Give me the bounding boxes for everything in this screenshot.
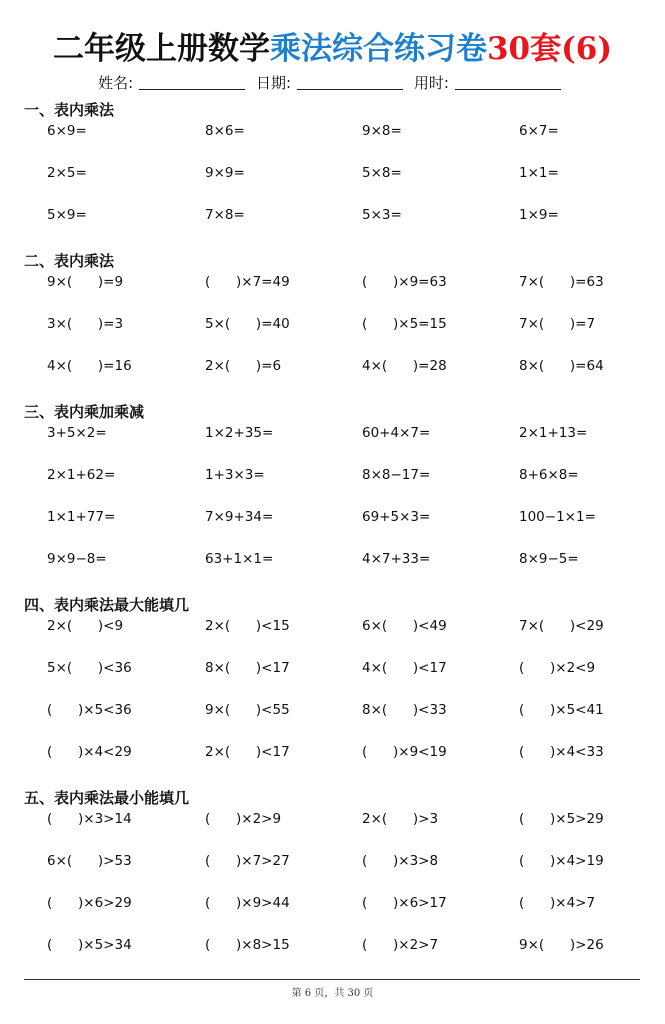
problem-item[interactable]: ( )×5=15 [362, 316, 447, 332]
problem-item[interactable]: ( )×2>9 [205, 811, 282, 827]
problem-row [24, 508, 596, 550]
problem-item[interactable]: ( )×3>14 [47, 811, 132, 827]
problem-row [24, 122, 559, 164]
problem-item[interactable]: 6×7= [519, 123, 559, 139]
problem-item[interactable]: 4×( )<17 [362, 660, 447, 676]
problem-item[interactable]: 6×( )>53 [47, 853, 132, 869]
problem-item[interactable]: 7×( )<29 [519, 618, 604, 634]
section-title: 一、表内乘法 [24, 101, 115, 119]
problem-item[interactable]: 9×( )<55 [205, 702, 290, 718]
section-title: 三、表内乘加乘减 [24, 403, 145, 421]
problem-item[interactable]: 8+6×8= [519, 467, 579, 483]
problem-item[interactable]: 7×( )=7 [519, 316, 596, 332]
date-label: 日期: [255, 74, 292, 92]
problem-item[interactable]: 5×( )<36 [47, 660, 132, 676]
student-info-line [0, 73, 665, 93]
problem-item[interactable]: 2×1+13= [519, 425, 588, 441]
problem-item[interactable]: ( )×4<29 [47, 744, 132, 760]
section-1 [24, 100, 559, 248]
problem-row [24, 164, 559, 206]
time-blank[interactable] [455, 74, 561, 90]
problem-item[interactable]: 1×9= [519, 207, 559, 223]
problem-item[interactable]: 8×6= [205, 123, 245, 139]
problem-item[interactable]: 7×( )=63 [519, 274, 604, 290]
problem-item[interactable]: ( )×7=49 [205, 274, 290, 290]
name-blank[interactable] [139, 74, 245, 90]
section-2 [24, 251, 604, 399]
problem-row [24, 743, 604, 785]
worksheet-title [0, 30, 665, 68]
problem-item[interactable]: 8×9−5= [519, 551, 579, 567]
problem-row [24, 810, 604, 852]
problem-item[interactable]: 7×9+34= [205, 509, 274, 525]
problem-item[interactable]: 5×8= [362, 165, 402, 181]
problem-item[interactable]: 1×2+35= [205, 425, 274, 441]
problem-item[interactable]: 7×8= [205, 207, 245, 223]
problem-item[interactable]: 2×( )>3 [362, 811, 439, 827]
problem-item[interactable]: 9×( )>26 [519, 937, 604, 953]
problem-item[interactable]: ( )×5>29 [519, 811, 604, 827]
problem-item[interactable]: 4×( )=28 [362, 358, 447, 374]
name-label: 姓名: [98, 74, 134, 92]
problem-item[interactable]: 5×( )=40 [205, 316, 290, 332]
time-label: 用时: [413, 74, 449, 92]
section-title: 四、表内乘法最大能填几 [24, 596, 190, 614]
problem-item[interactable]: ( )×4<33 [519, 744, 604, 760]
problem-item[interactable]: 9×9−8= [47, 551, 107, 567]
section-5 [24, 788, 604, 978]
problem-row [24, 852, 604, 894]
problem-item[interactable]: 6×9= [47, 123, 87, 139]
problem-item[interactable]: 8×( )<33 [362, 702, 447, 718]
title-subject: 乘法综合练习卷 [269, 31, 487, 67]
problem-item[interactable]: 69+5×3= [362, 509, 431, 525]
problem-row [24, 659, 596, 701]
problem-item[interactable]: ( )×9=63 [362, 274, 447, 290]
problem-row [24, 273, 604, 315]
problem-row [24, 701, 604, 743]
problem-item[interactable]: 6×( )<49 [362, 618, 447, 634]
problem-item[interactable]: 3+5×2= [47, 425, 107, 441]
problem-item[interactable]: 60+4×7= [362, 425, 431, 441]
problem-item[interactable]: 2×( )=6 [205, 358, 282, 374]
section-4 [24, 595, 604, 785]
problem-row [24, 617, 604, 659]
problem-row [24, 936, 604, 978]
problem-item[interactable]: 2×1+62= [47, 467, 116, 483]
problem-item[interactable]: 1×1+77= [47, 509, 116, 525]
problem-item[interactable]: 8×( )<17 [205, 660, 290, 676]
problem-item[interactable]: ( )×8>15 [205, 937, 290, 953]
problem-row [24, 466, 579, 508]
problem-item[interactable]: ( )×9<19 [362, 744, 447, 760]
problem-item[interactable]: ( )×2>7 [362, 937, 439, 953]
problem-item[interactable]: 5×9= [47, 207, 87, 223]
problem-item[interactable]: 4×( )=16 [47, 358, 132, 374]
problem-item[interactable]: ( )×7>27 [205, 853, 290, 869]
problem-item[interactable]: ( )×4>19 [519, 853, 604, 869]
problem-item[interactable]: 4×7+33= [362, 551, 431, 567]
problem-item[interactable]: 9×( )=9 [47, 274, 124, 290]
problem-item[interactable]: 1+3×3= [205, 467, 265, 483]
problem-item[interactable]: 100−1×1= [519, 509, 596, 525]
problem-item[interactable]: 8×8−17= [362, 467, 431, 483]
problem-item[interactable]: 1×1= [519, 165, 559, 181]
problem-item[interactable]: 2×( )<15 [205, 618, 290, 634]
section-title: 二、表内乘法 [24, 252, 115, 270]
problem-item[interactable]: ( )×5<36 [47, 702, 132, 718]
problem-item[interactable]: 5×3= [362, 207, 402, 223]
problem-item[interactable]: ( )×6>17 [362, 895, 447, 911]
title-grade: 二年级上册数学 [52, 31, 270, 67]
problem-row [24, 206, 559, 248]
problem-item[interactable]: ( )×2<9 [519, 660, 596, 676]
title-set: 30套(6) [486, 31, 613, 67]
section-3 [24, 402, 596, 592]
problem-item[interactable]: ( )×6>29 [47, 895, 132, 911]
page-footer: 第 6 页，共 30 页 [291, 988, 374, 999]
problem-row [24, 424, 588, 466]
problem-item[interactable]: 2×( )<17 [205, 744, 290, 760]
problem-item[interactable]: ( )×3>8 [362, 853, 439, 869]
problem-item[interactable]: 63+1×1= [205, 551, 274, 567]
problem-item[interactable]: 2×( )<9 [47, 618, 124, 634]
problem-item[interactable]: ( )×9>44 [205, 895, 290, 911]
problem-row [24, 894, 596, 936]
problem-row [24, 315, 596, 357]
problem-item[interactable]: 3×( )=3 [47, 316, 124, 332]
section-title: 五、表内乘法最小能填几 [24, 789, 190, 807]
problem-item[interactable]: ( )×4>7 [519, 895, 596, 911]
problem-item[interactable]: ( )×5>34 [47, 937, 132, 953]
problem-item[interactable]: 9×8= [362, 123, 402, 139]
problem-item[interactable]: 9×9= [205, 165, 245, 181]
problem-row [24, 357, 604, 399]
problem-item[interactable]: ( )×5<41 [519, 702, 604, 718]
problem-row [24, 550, 579, 592]
problem-item[interactable]: 8×( )=64 [519, 358, 604, 374]
problem-item[interactable]: 2×5= [47, 165, 87, 181]
date-blank[interactable] [297, 74, 403, 90]
footer-divider [24, 979, 640, 980]
